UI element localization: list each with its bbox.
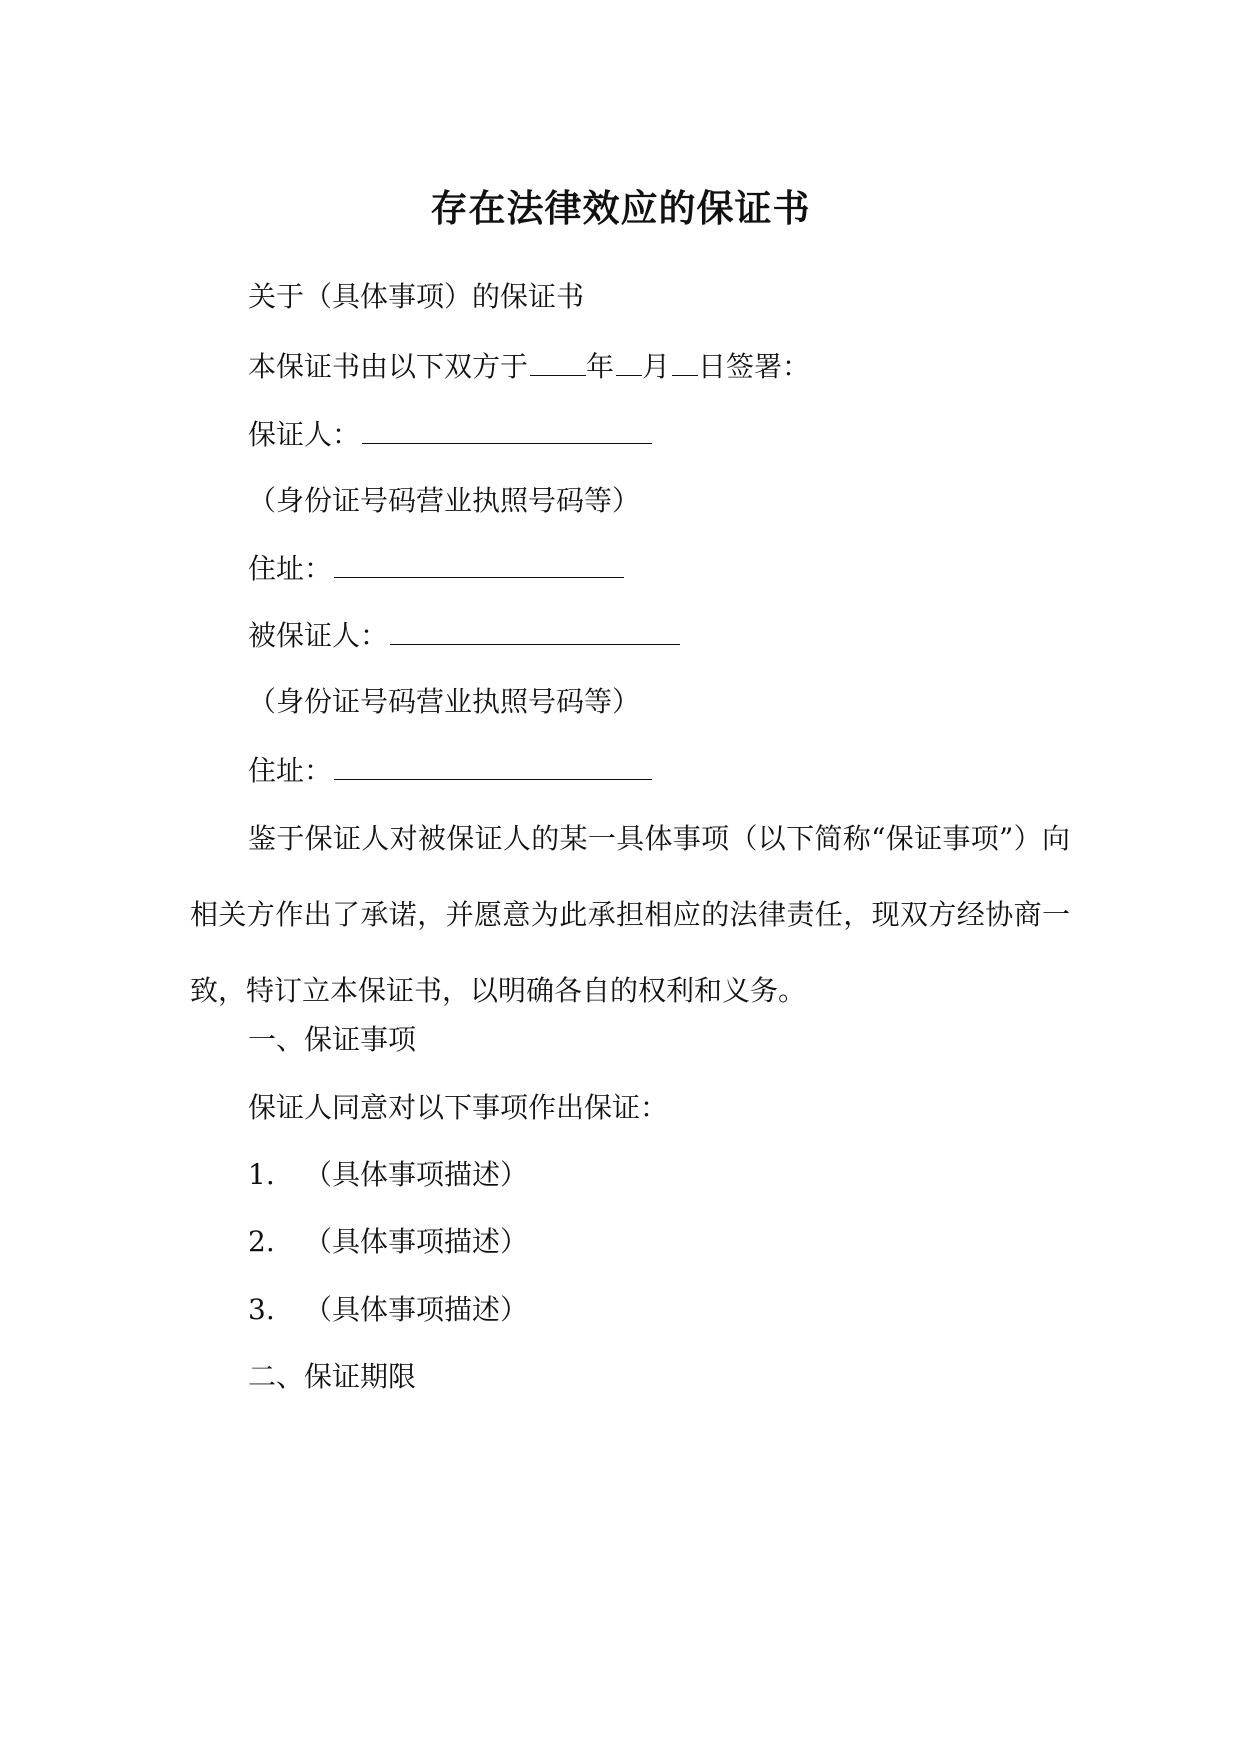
day-blank[interactable] — [672, 349, 698, 376]
guarantor-address-blank[interactable] — [334, 551, 624, 578]
guaranteed-address-label: 住址： — [248, 754, 333, 787]
guarantor-blank[interactable] — [362, 417, 652, 444]
list-item-number: 2. — [248, 1225, 275, 1258]
document-title: 存在法律效应的保证书 — [430, 186, 811, 230]
list-item — [248, 1225, 528, 1259]
list-item-number: 3. — [248, 1293, 275, 1326]
guarantor-address-line — [248, 551, 624, 586]
guarantor-id-note: （身份证号码营业执照号码等） — [248, 484, 641, 517]
month-blank[interactable] — [616, 349, 642, 376]
list-item — [248, 1158, 528, 1192]
guaranteed-address-blank[interactable] — [334, 753, 652, 780]
guaranteed-address-line — [248, 753, 652, 788]
guaranteed-blank[interactable] — [390, 618, 680, 645]
list-item-text: （具体事项描述） — [304, 1293, 529, 1326]
list-item-text: （具体事项描述） — [304, 1158, 529, 1191]
section1-heading: 一、保证事项 — [248, 1023, 417, 1056]
year-blank[interactable] — [530, 349, 586, 376]
section1-intro: 保证人同意对以下事项作出保证： — [248, 1091, 669, 1124]
signing-prefix: 本保证书由以下双方于 — [248, 350, 529, 383]
day-suffix: 日签署： — [698, 350, 811, 383]
list-item — [248, 1293, 528, 1327]
signing-line — [248, 349, 810, 384]
list-item-number: 1. — [248, 1158, 275, 1191]
guarantor-label: 保证人： — [248, 418, 361, 451]
guarantor-line — [248, 417, 652, 452]
month-suffix: 月 — [642, 350, 671, 383]
subtitle: 关于（具体事项）的保证书 — [248, 280, 585, 313]
intro-paragraph: 鉴于保证人对被保证人的某一具体事项（以下简称“保证事项”）向相关方作出了承诺，并愿意为此承担相应的法律责任，现双方经协商一致，特订立本保证书，以明确各自的权利和义务。 — [190, 822, 1070, 1007]
guaranteed-line — [248, 618, 680, 653]
year-suffix: 年 — [586, 350, 615, 383]
guaranteed-label: 被保证人： — [248, 619, 389, 652]
guarantor-address-label: 住址： — [248, 552, 333, 585]
list-item-text: （具体事项描述） — [304, 1225, 529, 1258]
guaranteed-id-note: （身份证号码营业执照号码等） — [248, 685, 641, 718]
section2-heading: 二、保证期限 — [248, 1360, 417, 1393]
